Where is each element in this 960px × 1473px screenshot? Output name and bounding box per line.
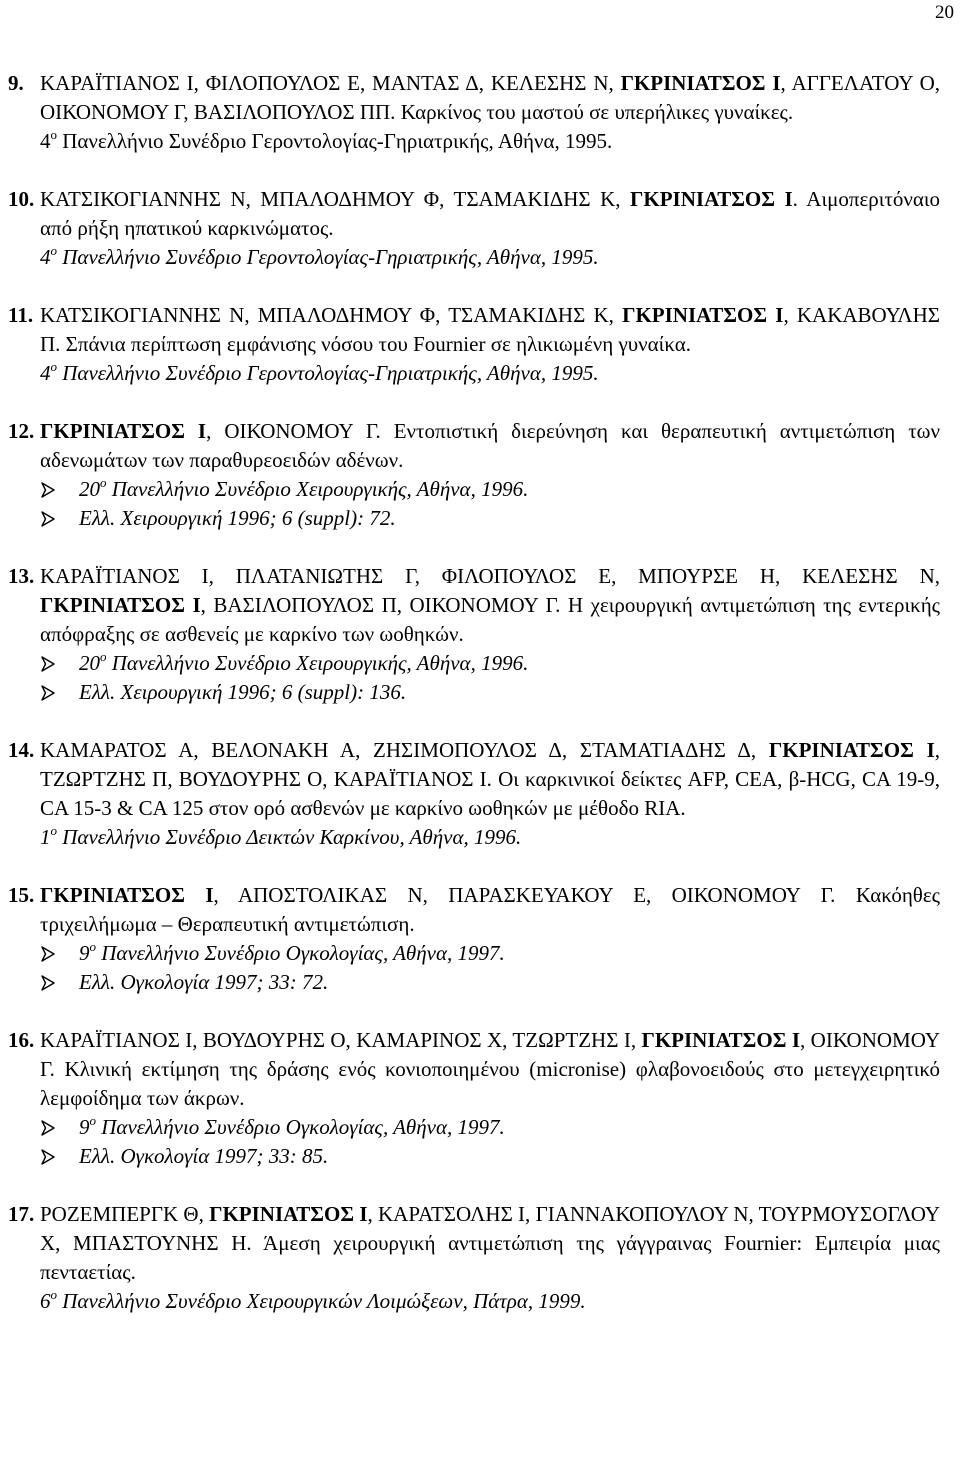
- venue-text: $4^o$ Πανελλήνιο Συνέδριο Γεροντολογίας-Γηριατρικής, Αθήνα, 1995.: [40, 127, 613, 153]
- reference-authors: [40, 883, 856, 907]
- ordinal-superscript: ο: [100, 475, 107, 490]
- ordinal-superscript: ο: [89, 1113, 96, 1128]
- author-names: ΚΑΜΑΡΑΤΟΣ Α, ΒΕΛΟΝΑΚΗ Α, ΖΗΣΙΜΟΠΟΥΛΟΣ Δ, ΣΤΑΜΑΤΙΑΔΗΣ Δ,: [40, 738, 769, 762]
- reference-item: [8, 1200, 941, 1316]
- reference-title: Κακόηθες τριχειλήμωμα – Θεραπευτική αντιμετώπιση.: [40, 883, 940, 936]
- arrow-bullet-icon: [40, 475, 79, 504]
- ordinal-superscript: ο: [50, 359, 57, 374]
- reference-title: Οι καρκινικοί δείκτες AFP, CEA, β-HCG, CA 19-9, CA 15-3 & CA 125 στον ορό ασθενών με καρκίνο ωοθηκών με μέθοδο RIA.: [40, 767, 940, 820]
- highlighted-author: ΓΚΡΙΝΙΑΤΣΟΣ Ι: [40, 419, 207, 443]
- highlighted-author: ΓΚΡΙΝΙΑΤΣΟΣ Ι: [630, 187, 793, 211]
- author-names: ΚΑΤΣΙΚΟΓΙΑΝΝΗΣ Ν, ΜΠΑΛΟΔΗΜΟΥ Φ, ΤΣΑΜΑΚΙΔΗΣ Κ,: [40, 303, 623, 327]
- author-names: , ΤΖΩΡΤΖΗΣ Π, ΒΟΥΔΟΥΡΗΣ Ο, ΚΑΡΑΪΤΙΑΝΟΣ Ι.: [40, 738, 940, 791]
- reference-title: Η χειρουργική αντιμετώπιση της εντερικής απόφραξης σε ασθενείς με καρκίνο των ωοθηκών.: [40, 593, 941, 646]
- reference-item: [8, 301, 940, 388]
- reference-text: [40, 185, 940, 243]
- reference-item: [8, 417, 940, 533]
- author-names: , ΚΑΡΑΤΣΟΛΗΣ Ι, ΓΙΑΝΝΑΚΟΠΟΥΛΟΥ Ν, ΤΟΥΡΜΟΥΣΟΓΛΟΥ Χ, ΜΠΑΣΤΟΥΝΗΣ Η.: [40, 1202, 940, 1255]
- reference-list: [8, 69, 941, 1345]
- reference-venue: [40, 359, 940, 388]
- reference-title: Καρκίνος του μαστού σε υπερήλικες γυναίκες.: [400, 100, 794, 124]
- bullet-text: Ελλ. Χειρουργική 1996; 6 (suppl): 136.: [79, 680, 407, 704]
- reference-number: 15.: [8, 883, 35, 907]
- reference-text: [40, 881, 940, 939]
- arrow-bullet-icon: [40, 649, 79, 678]
- highlighted-author: ΓΚΡΙΝΙΑΤΣΟΣ Ι: [768, 738, 935, 762]
- venue-bullet: [40, 939, 940, 968]
- venue-bullet: [40, 678, 940, 707]
- bullet-text: Ελλ. Ογκολογία 1997; 33: 72.: [79, 970, 329, 994]
- reference-number: 14.: [8, 738, 35, 762]
- reference-venue: [40, 243, 940, 272]
- highlighted-author: ΓΚΡΙΝΙΑΤΣΟΣ Ι: [40, 593, 201, 617]
- author-names: ΡΟΖΕΜΠΕΡΓΚ Θ,: [40, 1202, 210, 1226]
- arrow-bullet-icon: [40, 1142, 79, 1171]
- bullet-text: $20^o$ Πανελλήνιο Συνέδριο Χειρουργικής, Αθήνα, 1996.: [79, 475, 529, 501]
- arrow-bullet-icon: [40, 939, 79, 968]
- bullet-text: $9^o$ Πανελλήνιο Συνέδριο Ογκολογίας, Αθήνα, 1997.: [79, 1113, 505, 1139]
- highlighted-author: ΓΚΡΙΝΙΑΤΣΟΣ Ι: [620, 71, 781, 95]
- reference-venue: [40, 1287, 940, 1316]
- reference-authors: [40, 187, 806, 211]
- author-names: ΚΑΡΑΪΤΙΑΝΟΣ Ι, ΒΟΥΔΟΥΡΗΣ Ο, ΚΑΜΑΡΙΝΟΣ Χ, ΤΖΩΡΤΖΗΣ Ι,: [40, 1028, 642, 1052]
- reference-text: [40, 69, 940, 127]
- highlighted-author: ΓΚΡΙΝΙΑΤΣΟΣ Ι: [622, 303, 784, 327]
- author-names: , ΚΑΚΑΒΟΥΛΗΣ Π.: [40, 303, 940, 356]
- highlighted-author: ΓΚΡΙΝΙΑΤΣΟΣ Ι: [209, 1202, 368, 1226]
- venue-bullet: [40, 504, 940, 533]
- reference-item: [8, 185, 940, 272]
- venue-bullet: [40, 1113, 940, 1142]
- venue-text: $1^o$ Πανελλήνιο Συνέδριο Δεικτών Καρκίνου, Αθήνα, 1996.: [40, 823, 522, 849]
- reference-title: Αιμοπεριτόναιο από ρήξη ηπατικού καρκινώματος.: [40, 187, 940, 240]
- ordinal-superscript: ο: [50, 127, 57, 142]
- author-names: , ΑΓΓΕΛΑΤΟΥ Ο, ΟΙΚΟΝΟΜΟΥ Γ, ΒΑΣΙΛΟΠΟΥΛΟΣ ΠΠ.: [40, 71, 940, 124]
- reference-number: 17.: [8, 1202, 35, 1226]
- reference-title: Εντοπιστική διερεύνηση και θεραπευτική αντιμετώπιση των αδενωμάτων των παραθυρεοειδών αδένων.: [40, 419, 940, 472]
- reference-number: 16.: [8, 1028, 35, 1052]
- reference-title: Κλινική εκτίμηση της δράσης ενός κονιοποιημένου (micronise) φλαβονοειδούς στο μετεγχειρητικό λεμφοίδημα των άκρων.: [40, 1057, 940, 1110]
- arrow-bullet-icon: [40, 504, 79, 533]
- venue-bullet: [40, 649, 940, 678]
- venue-text: $4^o$ Πανελλήνιο Συνέδριο Γεροντολογίας-Γηριατρικής, Αθήνα, 1995.: [40, 243, 599, 269]
- arrow-bullet-icon: [40, 968, 79, 997]
- reference-title: Άμεση χειρουργική αντιμετώπιση της γάγγραινας Fournier: Εμπειρία μιας πενταετίας.: [40, 1231, 941, 1284]
- highlighted-author: ΓΚΡΙΝΙΑΤΣΟΣ Ι: [40, 883, 214, 907]
- venue-bullet: [40, 475, 940, 504]
- bullet-text: $20^o$ Πανελλήνιο Συνέδριο Χειρουργικής, Αθήνα, 1996.: [79, 649, 529, 675]
- bullet-text: $9^o$ Πανελλήνιο Συνέδριο Ογκολογίας, Αθήνα, 1997.: [79, 939, 505, 965]
- arrow-bullet-icon: [40, 678, 79, 707]
- venue-text: $6^o$ Πανελλήνιο Συνέδριο Χειρουργικών Λοιμώξεων, Πάτρα, 1999.: [40, 1287, 586, 1313]
- arrow-bullet-icon: [40, 1113, 79, 1142]
- author-names: ΚΑΡΑΪΤΙΑΝΟΣ Ι, ΠΛΑΤΑΝΙΩΤΗΣ Γ, ΦΙΛΟΠΟΥΛΟΣ Ε, ΜΠΟΥΡΣΕ Η, ΚΕΛΕΣΗΣ Ν,: [40, 564, 940, 588]
- author-names: , ΟΙΚΟΝΟΜΟΥ Γ.: [206, 419, 394, 443]
- venue-bullet: [40, 1142, 940, 1171]
- ordinal-superscript: ο: [50, 1287, 57, 1302]
- bullet-text: Ελλ. Χειρουργική 1996; 6 (suppl): 72.: [79, 506, 396, 530]
- reference-venue: [40, 823, 940, 852]
- author-names: .: [792, 187, 807, 211]
- ordinal-superscript: ο: [100, 649, 107, 664]
- reference-number: 11.: [8, 303, 34, 327]
- reference-item: [8, 562, 941, 707]
- reference-number: 13.: [8, 564, 35, 588]
- reference-text: [40, 562, 940, 649]
- ordinal-superscript: ο: [50, 243, 57, 258]
- reference-authors: [40, 419, 394, 443]
- reference-text: [40, 1026, 940, 1113]
- ordinal-superscript: ο: [89, 939, 96, 954]
- bullet-text: Ελλ. Ογκολογία 1997; 33: 85.: [79, 1144, 329, 1168]
- reference-item: [8, 881, 940, 997]
- author-names: ΚΑΡΑΪΤΙΑΝΟΣ Ι, ΦΙΛΟΠΟΥΛΟΣ Ε, ΜΑΝΤΑΣ Δ, ΚΕΛΕΣΗΣ Ν,: [40, 71, 621, 95]
- reference-item: [8, 69, 940, 156]
- reference-text: [40, 301, 940, 359]
- reference-number: 10.: [8, 187, 35, 211]
- reference-number: 12.: [8, 419, 35, 443]
- venue-bullet: [40, 968, 940, 997]
- ordinal-superscript: ο: [50, 823, 57, 838]
- author-names: , ΑΠΟΣΤΟΛΙΚΑΣ Ν, ΠΑΡΑΣΚΕΥΑΚΟΥ Ε, ΟΙΚΟΝΟΜΟΥ Γ.: [213, 883, 856, 907]
- reference-number: 9.: [8, 71, 24, 95]
- reference-text: [40, 1200, 940, 1287]
- author-names: ΚΑΤΣΙΚΟΓΙΑΝΝΗΣ Ν, ΜΠΑΛΟΔΗΜΟΥ Φ, ΤΣΑΜΑΚΙΔΗΣ Κ,: [40, 187, 631, 211]
- reference-text: [40, 736, 940, 823]
- page-number: 20: [935, 2, 954, 23]
- reference-venue: [40, 127, 940, 156]
- highlighted-author: ΓΚΡΙΝΙΑΤΣΟΣ Ι: [641, 1028, 801, 1052]
- reference-text: [40, 417, 940, 475]
- reference-item: [8, 1026, 940, 1171]
- author-names: , ΟΙΚΟΝΟΜΟΥ Γ.: [40, 1028, 940, 1081]
- reference-title: Σπάνια περίπτωση εμφάνισης νόσου του Fournier σε ηλικιωμένη γυναίκα.: [65, 332, 691, 356]
- author-names: , ΒΑΣΙΛΟΠΟΥΛΟΣ Π, ΟΙΚΟΝΟΜΟΥ Γ.: [200, 593, 568, 617]
- venue-text: $4^o$ Πανελλήνιο Συνέδριο Γεροντολογίας-Γηριατρικής, Αθήνα, 1995.: [40, 359, 599, 385]
- reference-item: [8, 736, 940, 852]
